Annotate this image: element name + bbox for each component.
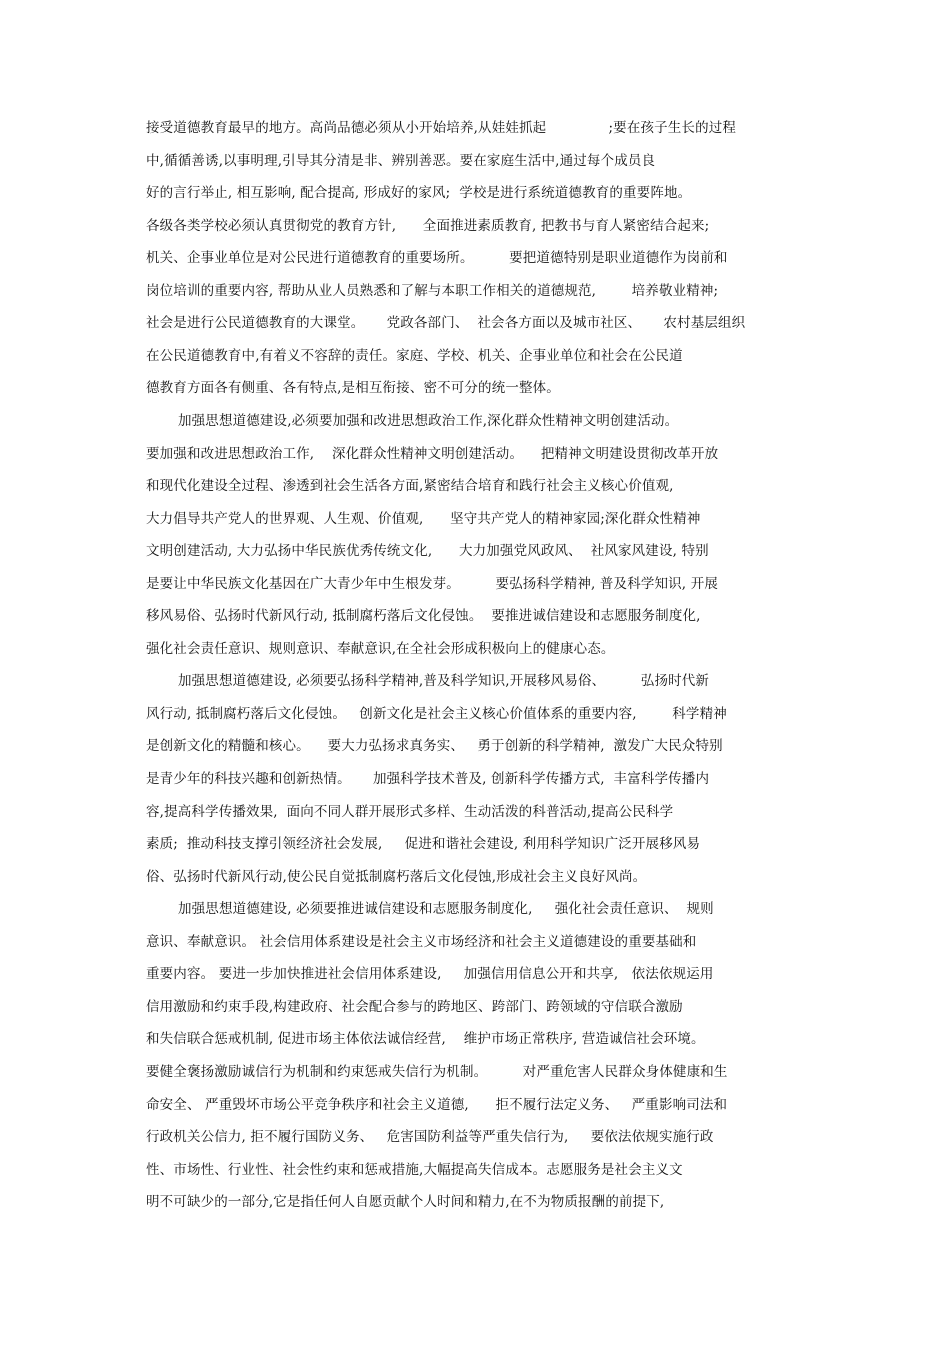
text-line: 要加强和改进思想政治工作, 深化群众性精神文明创建活动。 把精神文明建设贯彻改革开放	[146, 445, 719, 462]
text-line: 加强思想道德建设,必须要加强和改进思想政治工作,深化群众性精神文明创建活动。	[178, 412, 679, 429]
text-line: 中,循循善诱,以事明理,引导其分清是非、辨别善恶。要在家庭生活中,通过每个成员良	[146, 152, 656, 169]
text-line: 加强思想道德建设, 必须要弘扬科学精神,普及科学知识,开展移风易俗、 弘扬时代新	[178, 673, 710, 690]
text-line: 大力倡导共产党人的世界观、人生观、价值观, 坚守共产党人的精神家园;深化群众性精神	[146, 510, 701, 527]
text-line: 命安全、 严重毁坏市场公平竞争秩序和社会主义道德, 拒不履行法定义务、 严重影响司法和	[146, 1096, 728, 1113]
text-line: 意识、奉献意识。 社会信用体系建设是社会主义市场经济和社会主义道德建设的重要基础和	[146, 933, 697, 950]
text-line: 素质; 推动科技支撑引领经济社会发展, 促进和谐社会建设, 利用科学知识广泛开展移风易	[146, 836, 701, 853]
text-line: 是创新文化的精髓和核心。 要大力弘扬求真务实、 勇于创新的科学精神, 激发广大民众特别	[146, 738, 723, 755]
text-line: 好的言行举止, 相互影响, 配合提高, 形成好的家风; 学校是进行系统道德教育的重要阵地。	[146, 185, 692, 202]
text-line: 在公民道德教育中,有着义不容辞的责任。家庭、学校、机关、企事业单位和社会在公民道	[146, 347, 683, 364]
text-line: 明不可缺少的一部分,它是指任何人自愿贡献个人时间和精力,在不为物质报酬的前提下,	[146, 1194, 665, 1211]
text-line: 风行动, 抵制腐朽落后文化侵蚀。 创新文化是社会主义核心价值体系的重要内容, 科学精神	[146, 705, 727, 722]
text-line: 俗、弘扬时代新风行动,使公民自觉抵制腐朽落后文化侵蚀,形成社会主义良好风尚。	[146, 868, 647, 885]
text-line: 移风易俗、弘扬时代新风行动, 抵制腐朽落后文化侵蚀。 要推进诚信建设和志愿服务制度化,	[146, 608, 701, 625]
text-line: 容,提高科学传播效果, 面向不同人群开展形式多样、生动活泼的科普活动,提高公民科学	[146, 803, 674, 820]
text-line: 接受道德教育最早的地方。高尚品德必须从小开始培养,从娃娃抓起 ;要在孩子生长的过程	[146, 120, 737, 136]
text-line: 岗位培训的重要内容, 帮助从业人员熟悉和了解与本职工作相关的道德规范, 培养敬业精神;	[146, 282, 719, 299]
text-line: 德教育方面各有侧重、各有特点,是相互衔接、密不可分的统一整体。	[146, 380, 560, 397]
text-line: 信用激励和约束手段,构建政府、社会配合参与的跨地区、跨部门、跨领域的守信联合激励	[146, 998, 683, 1015]
text-line: 重要内容。 要进一步加快推进社会信用体系建设, 加强信用信息公开和共享, 依法依规运用	[146, 966, 714, 983]
text-line: 强化社会责任意识、规则意识、奉献意识,在全社会形成积极向上的健康心态。	[146, 640, 615, 657]
text-line: 加强思想道德建设, 必须要推进诚信建设和志愿服务制度化, 强化社会责任意识、 规则	[178, 901, 714, 918]
text-line: 行政机关公信力, 拒不履行国防义务、 危害国防利益等严重失信行为, 要依法依规实施行政	[146, 1129, 714, 1146]
text-line: 和现代化建设全过程、渗透到社会生活各方面,紧密结合培育和践行社会主义核心价值观,	[146, 478, 674, 495]
text-line: 和失信联合惩戒机制, 促进市场主体依法诚信经营, 维护市场正常秩序, 营造诚信社会环境。	[146, 1031, 705, 1048]
text-line: 是青少年的科技兴趣和创新热情。 加强科学技术普及, 创新科学传播方式, 丰富科学传播内	[146, 771, 710, 787]
text-line: 要健全褒扬激励诚信行为机制和约束惩戒失信行为机制。 对严重危害人民群众身体健康和生	[146, 1063, 728, 1080]
text-line: 是要让中华民族文化基因在广大青少年中生根发芽。 要弘扬科学精神, 普及科学知识, 开展	[146, 575, 718, 592]
text-line: 机关、企事业单位是对公民进行道德教育的重要场所。 要把道德特别是职业道德作为岗前和	[146, 250, 728, 267]
text-line: 文明创建活动, 大力弘扬中华民族优秀传统文化, 大力加强党风政风、 社风家风建设, 特别	[146, 543, 709, 560]
text-line: 社会是进行公民道德教育的大课堂。 党政各部门、 社会各方面以及城市社区、 农村基层组织	[146, 315, 746, 332]
text-line: 各级各类学校必须认真贯彻党的教育方针, 全面推进素质教育, 把教书与育人紧密结合起来;	[146, 217, 710, 234]
text-line: 性、市场性、行业性、社会性约束和惩戒措施,大幅提高失信成本。志愿服务是社会主义文	[146, 1161, 683, 1178]
